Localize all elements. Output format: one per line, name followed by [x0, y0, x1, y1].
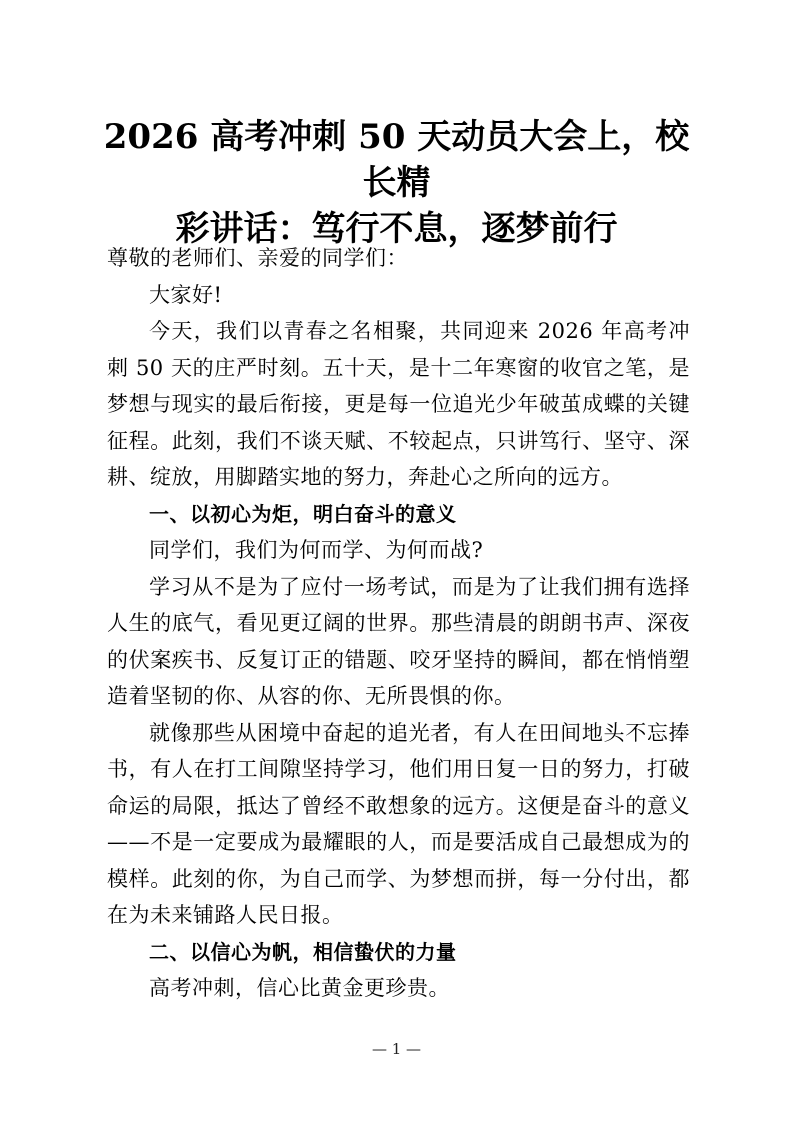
- title-line-1: 2026 高考冲刺 50 天动员大会上，校长精: [103, 117, 690, 203]
- document-body: [107, 240, 690, 1007]
- section-2-heading: 二、以信心为帆，相信蛰伏的力量: [149, 939, 457, 964]
- greeting: 大家好!: [149, 282, 223, 307]
- page-number: — 1 —: [371, 1040, 422, 1058]
- salutation: 尊敬的老师们、亲爱的同学们：: [107, 246, 408, 270]
- title-line-2: 彩讲话：笃行不息，逐梦前行: [175, 209, 618, 249]
- document-title: [100, 114, 693, 252]
- section-2-paragraph: 高考冲刺，信心比黄金更珍贵。: [149, 976, 450, 1000]
- section-1-paragraph: 学习从不是为了应付一场考试，而是为了让我们拥有选择人生的底气，看见更辽阔的世界。那些清晨的朗朗书声、深夜的伏案疾书、反复订正的错题、咬牙坚持的瞬间，都在悄悄塑造着坚韧的你、从容的你、无所畏惧的你。: [107, 574, 690, 708]
- intro-paragraph: 今天，我们以青春之名相聚，共同迎来 2026 年高考冲刺 50 天的庄严时刻。五十天，是十二年寒窗的收官之笔，是梦想与现实的最后衔接，更是每一位追光少年破茧成蝶的关键征程。此刻，我们不谈天赋、不较起点，只讲笃行、坚守、深耕、绽放，用脚踏实地的努力，奔赴心之所向的远方。: [107, 319, 690, 489]
- section-1-paragraph: 同学们，我们为何而学、为何而战?: [149, 538, 484, 562]
- section-1-paragraph: 就像那些从困境中奋起的追光者，有人在田间地头不忘捧书，有人在打工间隙坚持学习，他们用日复一日的努力，打破命运的局限，抵达了曾经不敢想象的远方。这便是奋斗的意义——不是一定要成为最耀眼的人，而是要活成自己最想成为的模样。此刻的你，为自己而学、为梦想而拼，每一分付出，都在为未来铺路人民日报。: [107, 720, 690, 927]
- section-1-heading: 一、以初心为炬，明白奋斗的意义: [149, 501, 457, 526]
